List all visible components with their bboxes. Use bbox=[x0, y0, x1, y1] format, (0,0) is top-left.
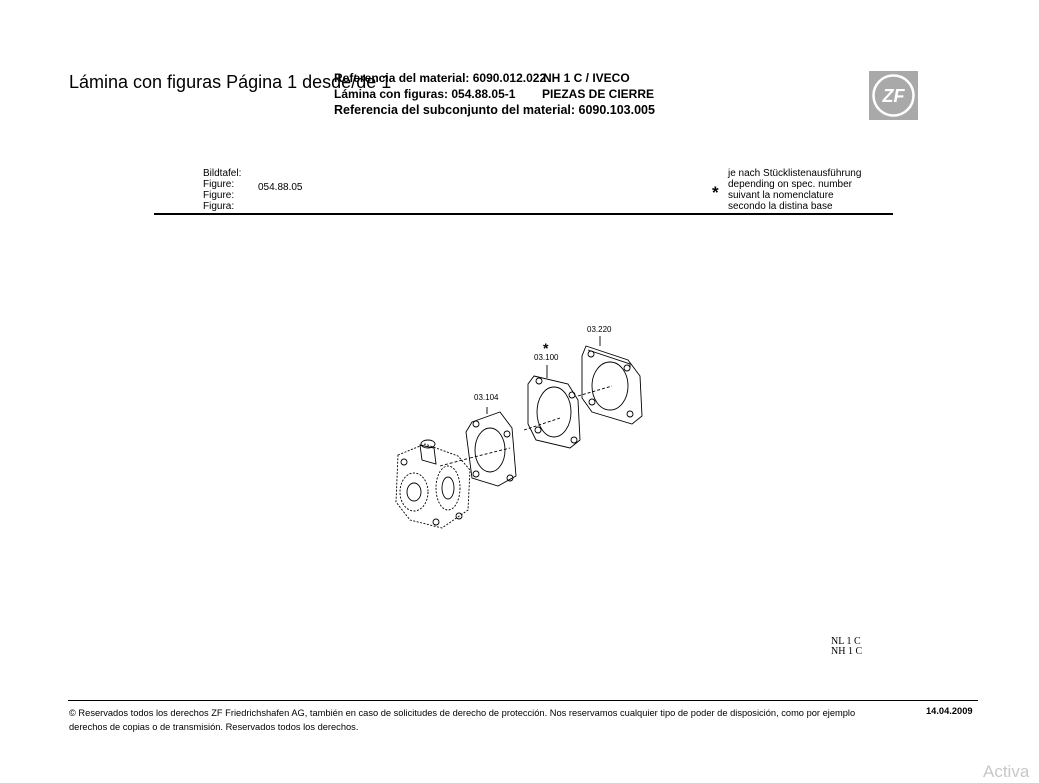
figure-sheet-label: Lámina con figuras: 054.88.05-1 bbox=[334, 87, 516, 101]
zf-logo bbox=[869, 71, 918, 120]
legend-line: depending on spec. number bbox=[728, 179, 852, 190]
callout-03-100: 03.100 bbox=[534, 353, 559, 362]
subassembly-reference: Referencia del subconjunto del material: 6090.103.005 bbox=[334, 103, 655, 117]
footer-divider bbox=[68, 700, 978, 701]
callout-03-220: 03.220 bbox=[587, 325, 612, 334]
material-reference-value: NH 1 C / IVECO bbox=[543, 71, 630, 85]
material-reference-label: Referencia del material: 6090.012.022 bbox=[334, 71, 547, 85]
figure-labels bbox=[203, 168, 241, 212]
header-divider bbox=[154, 213, 893, 215]
copyright-line: derechos de copias o de transmisión. Reservados todos los derechos. bbox=[69, 722, 359, 732]
gasket-03-100 bbox=[524, 365, 580, 448]
figure-label: Bildtafel: bbox=[203, 168, 242, 179]
activation-watermark: Activa bbox=[983, 762, 1030, 781]
material-reference bbox=[334, 70, 630, 86]
callout-03-104: 03.104 bbox=[474, 393, 499, 402]
copyright-notice bbox=[69, 706, 855, 734]
variant-list bbox=[831, 637, 862, 657]
page-title: Lámina con figuras Página 1 desde/de 1 bbox=[69, 72, 392, 92]
footer-date: 14.04.2009 bbox=[926, 706, 973, 716]
logo-text: ZF bbox=[882, 86, 905, 106]
legend-line: suivant la nomenclature bbox=[728, 190, 834, 201]
figure-sheet-value: PIEZAS DE CIERRE bbox=[542, 87, 655, 101]
cover-plate-03-220 bbox=[578, 336, 642, 424]
gasket-03-104 bbox=[466, 407, 516, 486]
copyright-line: © Reservados todos los derechos ZF Friedrichshafen AG, también en caso de solicitudes de derecho de protección. Nos reservamos cualquier tipo de poder de disposición, como por ejemplo bbox=[69, 708, 856, 718]
figure-sheet-reference bbox=[334, 86, 655, 102]
legend-line: secondo la distina base bbox=[728, 201, 833, 212]
figure-label: Figure: bbox=[203, 190, 235, 201]
asterisk-legend bbox=[728, 168, 861, 212]
exploded-parts-drawing bbox=[380, 320, 670, 540]
callout-asterisk: * bbox=[543, 340, 549, 356]
pump-body bbox=[396, 440, 470, 528]
variant-item: NH 1 C bbox=[831, 646, 863, 657]
legend-line: je nach Stücklistenausführung bbox=[728, 168, 862, 179]
variant-item: NL 1 C bbox=[831, 636, 861, 647]
figure-number: 054.88.05 bbox=[258, 182, 303, 193]
figure-label: Figure: bbox=[203, 179, 235, 190]
asterisk-marker: * bbox=[712, 183, 719, 202]
figure-label: Figura: bbox=[203, 201, 235, 212]
